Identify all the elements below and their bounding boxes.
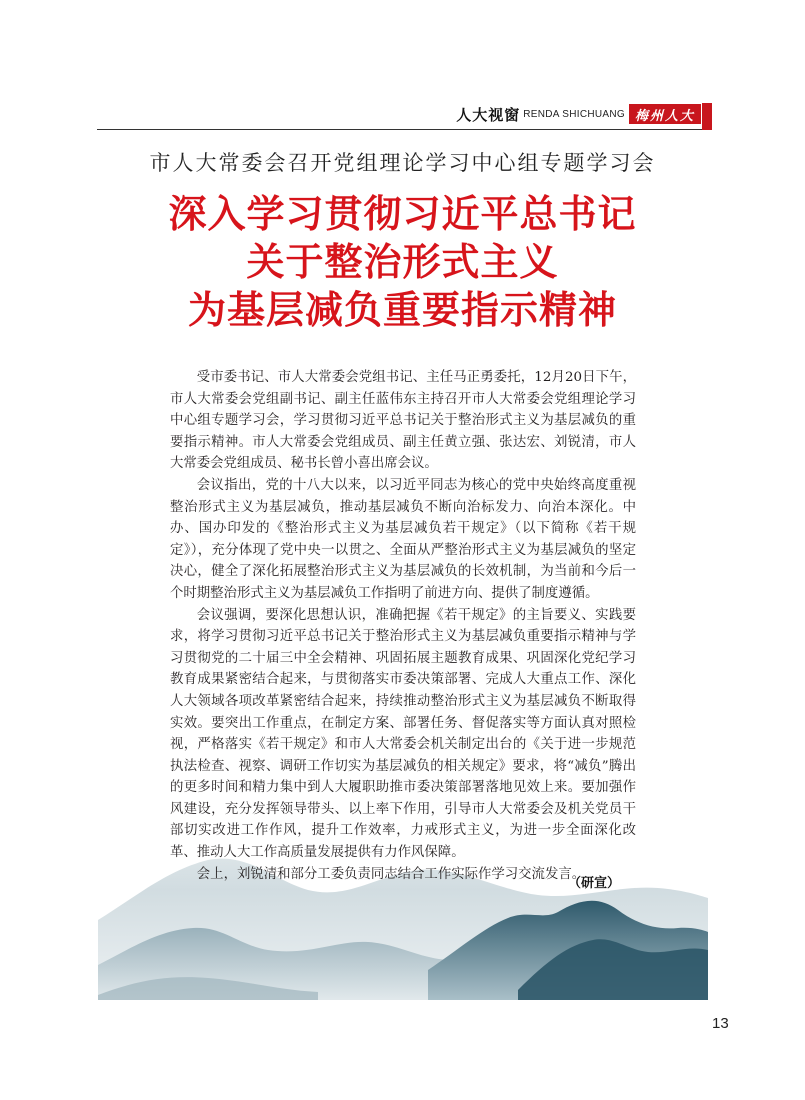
paragraph-2: 会议指出，党的十八大以来，以习近平同志为核心的党中央始终高度重视整治形式主义为基层减负，推动基层减负不断向治标发力、向治本深化。中办、国办印发的《整治形式主义为基层减负若干规定》（以下简称《若干规定》），充分体现了党中央一以贯之、全面从严整治形式主义为基层减负的坚定决心，健全了深化拓展整治形式主义为基层减负的长效机制，为当前和今后一个时期整治形式主义为基层减负工作指明了前进方向、提供了制度遵循。: [170, 477, 636, 601]
magazine-badge: 梅州人大: [629, 104, 701, 124]
paragraph-3: 会议强调，要深化思想认识，准确把握《若干规定》的主旨要义、实践要求，将学习贯彻习近平总书记关于整治形式主义为基层减负重要指示精神与学习贯彻党的二十届三中全会精神、巩固拓展主题教育成果、巩固深化党纪学习教育成果紧密结合起来，与贯彻落实市委决策部署、完成人大重点工作、深化人大领域各项改革紧密结合起来，持续推动整治形式主义为基层减负不断取得实效。要突出工作重点，在制定方案、部署任务、督促落实等方面认真对照检视，严格落实《若干规定》和市人大常委会机关制定出台的《关于进一步规范执法检查、视察、调研工作切实为基层减负的相关规定》要求，将“减负”腾出的更多时间和精力集中到人大履职助推市委决策部署落地见效上来。要加强作风建设，充分发挥领导带头、以上率下作用，引导市人大常委会及机关党员干部切实改进工作作风，提升工作效率，力戒形式主义，为进一步全面深化改革、推动人大工作高质量发展提供有力作风保障。: [170, 607, 636, 861]
section-header: [456, 103, 701, 125]
headline-line-2: 关于整治形式主义: [246, 239, 559, 284]
article-kicker: 市人大常委会召开党组理论学习中心组专题学习会: [149, 151, 656, 175]
paragraph-1: 受市委书记、市人大常委会党组书记、主任马正勇委托，12月20日下午，市人大常委会党组副书记、副主任蓝伟东主持召开市人大常委会党组理论学习中心组专题学习会，学习贯彻习近平总书记关于整治形式主义为基层减负的重要指示精神。市人大常委会党组成员、副主任黄立强、张达宏、刘锐清，市人大常委会党组成员、秘书长曾小喜出席会议。: [170, 370, 636, 472]
article-headline: [0, 190, 805, 334]
header-accent-block: [702, 103, 712, 130]
page-number: 13: [712, 1015, 729, 1032]
section-name: 人大视窗: [456, 105, 521, 124]
header-divider: [97, 129, 702, 130]
article-signature: （研宣）: [568, 876, 621, 891]
article-body: [170, 367, 636, 885]
headline-line-1: 深入学习贯彻习近平总书记: [168, 191, 637, 236]
section-name-pinyin: RENDA SHICHUANG: [523, 108, 625, 120]
paragraph-4: 会上，刘锐清和部分工委负责同志结合工作实际作学习交流发言。: [196, 866, 586, 882]
headline-line-3: 为基层减负重要指示精神: [187, 287, 617, 332]
